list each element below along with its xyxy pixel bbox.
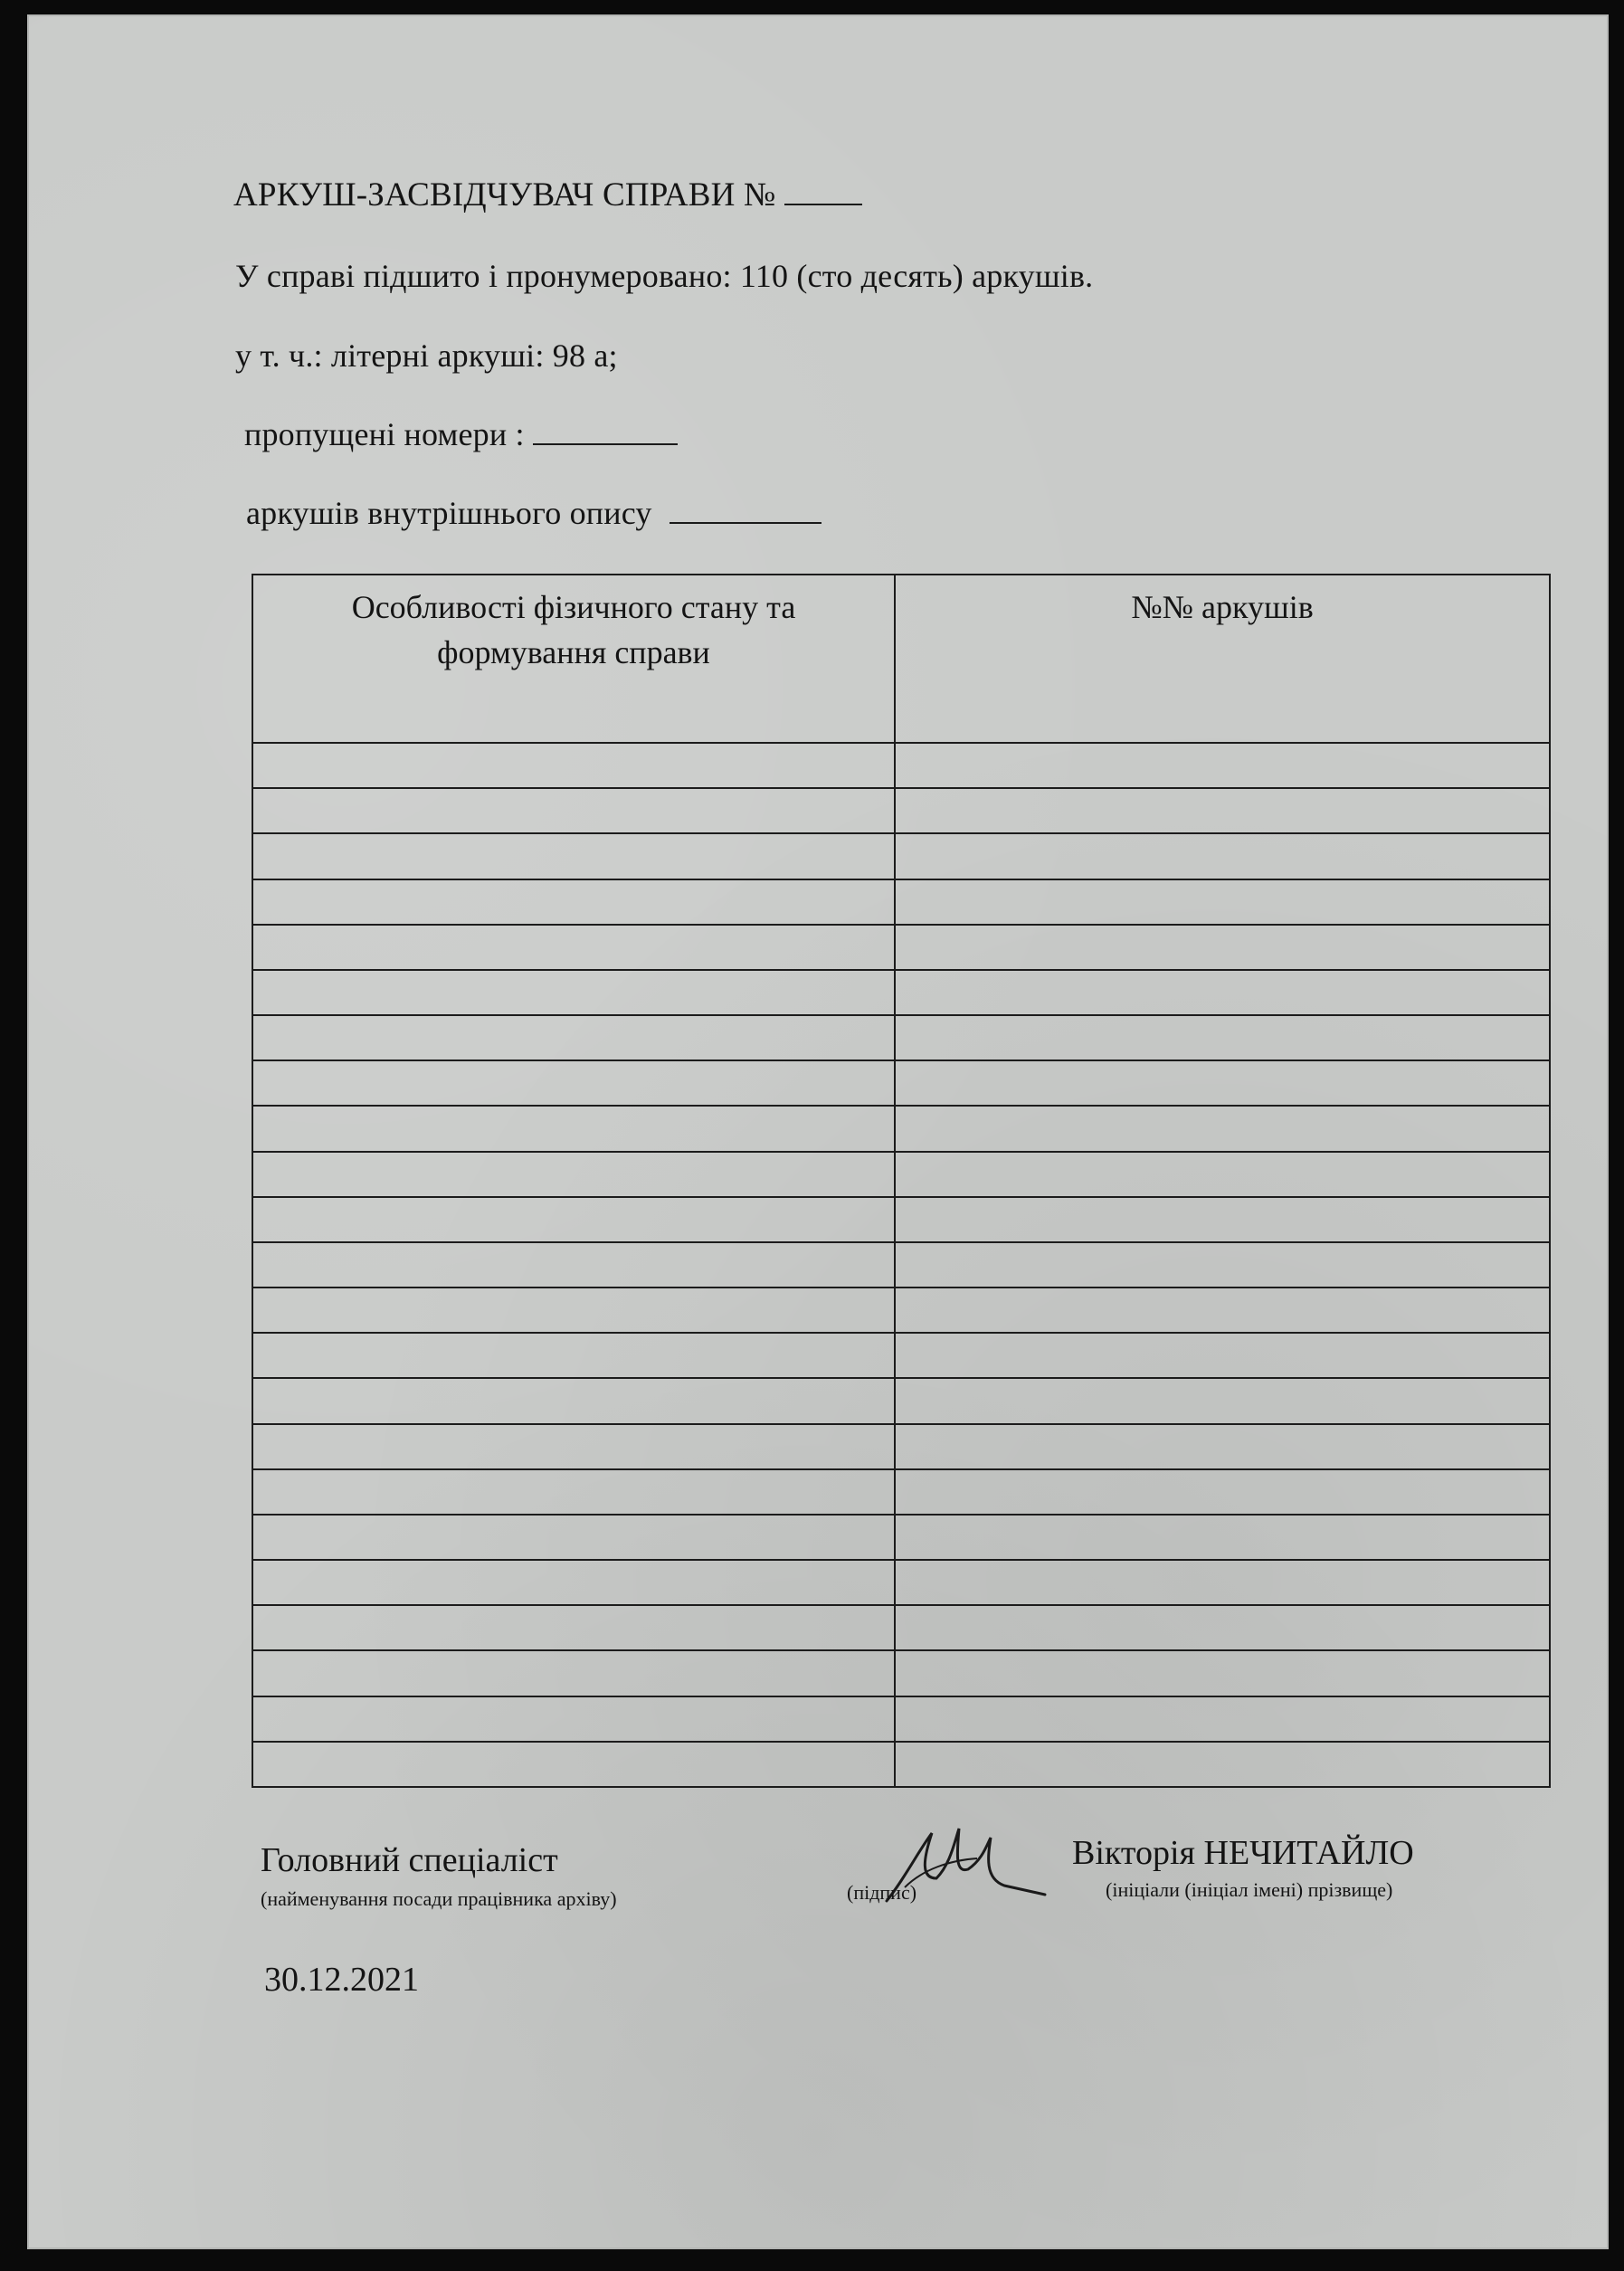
sheet-numbers-cell <box>895 970 1550 1015</box>
document-date: 30.12.2021 <box>264 1961 419 1999</box>
table-row <box>252 925 1550 970</box>
table-row <box>252 1424 1550 1469</box>
table-row <box>252 1015 1550 1060</box>
signer-name: Вікторія НЕЧИТАЙЛО <box>1072 1834 1414 1872</box>
table-body <box>252 743 1550 1787</box>
sheet-numbers-cell <box>895 1060 1550 1106</box>
condition-cell <box>252 925 895 970</box>
sheet-numbers-cell <box>895 1288 1550 1333</box>
table-row <box>252 1197 1550 1242</box>
table-row <box>252 1106 1550 1151</box>
condition-cell <box>252 1060 895 1106</box>
title-text: АРКУШ-ЗАСВІДЧУВАЧ СПРАВИ № <box>233 176 776 214</box>
condition-cell <box>252 1424 895 1469</box>
sheet-numbers-cell <box>895 1742 1550 1787</box>
condition-cell <box>252 1560 895 1605</box>
table-row <box>252 1650 1550 1696</box>
condition-cell <box>252 1605 895 1650</box>
condition-cell <box>252 743 895 788</box>
table-row <box>252 1060 1550 1106</box>
condition-cell <box>252 788 895 833</box>
document-title <box>233 176 862 214</box>
condition-cell <box>252 1242 895 1288</box>
condition-cell <box>252 1015 895 1060</box>
sheet-numbers-cell <box>895 1333 1550 1378</box>
signature-caption: (підпис) <box>847 1881 917 1904</box>
sheet-numbers-cell <box>895 1197 1550 1242</box>
table-row <box>252 1469 1550 1515</box>
sheet-numbers-cell <box>895 1696 1550 1742</box>
missing-numbers-label: пропущені номери : <box>244 416 525 452</box>
position-title: Головний спеціаліст <box>261 1841 558 1879</box>
condition-cell <box>252 833 895 879</box>
missing-numbers-blank <box>533 416 678 445</box>
sheet-numbers-cell <box>895 1469 1550 1515</box>
sheet-numbers-cell <box>895 1560 1550 1605</box>
document-sheet <box>27 14 1609 2249</box>
table-row <box>252 1515 1550 1560</box>
condition-cell <box>252 970 895 1015</box>
sheets-count-line: У справі підшито і пронумеровано: 110 (сто десять) аркушів. <box>235 258 1094 294</box>
table-row <box>252 1242 1550 1288</box>
table-row <box>252 833 1550 879</box>
table-row <box>252 743 1550 788</box>
internal-inventory-blank <box>670 495 821 524</box>
condition-cell <box>252 1696 895 1742</box>
sheet-numbers-cell <box>895 879 1550 925</box>
sheet-numbers-cell <box>895 743 1550 788</box>
condition-cell <box>252 1106 895 1151</box>
condition-cell <box>252 1742 895 1787</box>
sheet-numbers-cell <box>895 1605 1550 1650</box>
condition-cell <box>252 1288 895 1333</box>
table-row <box>252 1605 1550 1650</box>
sheet-numbers-cell <box>895 1424 1550 1469</box>
position-caption: (найменування посади працівника архіву) <box>261 1887 617 1910</box>
condition-cell <box>252 1650 895 1696</box>
sheet-numbers-cell <box>895 1515 1550 1560</box>
sheet-numbers-cell <box>895 1106 1550 1151</box>
sheet-numbers-cell <box>895 1015 1550 1060</box>
sheet-numbers-cell <box>895 925 1550 970</box>
sheet-numbers-column-header: №№ аркушів <box>895 575 1550 743</box>
missing-numbers-line <box>244 415 678 453</box>
condition-cell <box>252 1378 895 1423</box>
table-row <box>252 1696 1550 1742</box>
condition-cell <box>252 1469 895 1515</box>
signer-name-caption: (ініціали (ініціал імені) прізвище) <box>1106 1878 1393 1901</box>
internal-inventory-line <box>246 494 821 532</box>
table-row <box>252 1288 1550 1333</box>
table-row <box>252 970 1550 1015</box>
condition-cell <box>252 1333 895 1378</box>
letter-sheets-line: у т. ч.: літерні аркуші: 98 а; <box>235 337 618 374</box>
table-header-row <box>252 575 1550 743</box>
condition-cell <box>252 1515 895 1560</box>
internal-inventory-label: аркушів внутрішнього опису <box>246 495 652 531</box>
condition-column-header: Особливості фізичного стану та формування справи <box>252 575 895 743</box>
sheet-numbers-cell <box>895 1242 1550 1288</box>
condition-cell <box>252 1152 895 1197</box>
sheet-numbers-cell <box>895 1378 1550 1423</box>
sheet-numbers-cell <box>895 1650 1550 1696</box>
table-row <box>252 1333 1550 1378</box>
condition-cell <box>252 1197 895 1242</box>
case-condition-table <box>252 574 1551 1788</box>
table-row <box>252 1378 1550 1423</box>
sheet-numbers-cell <box>895 788 1550 833</box>
sheet-numbers-cell <box>895 833 1550 879</box>
table-row <box>252 788 1550 833</box>
table-row <box>252 1560 1550 1605</box>
table-row <box>252 1742 1550 1787</box>
case-number-blank <box>784 176 862 205</box>
sheet-numbers-cell <box>895 1152 1550 1197</box>
table-row <box>252 1152 1550 1197</box>
condition-cell <box>252 879 895 925</box>
table-row <box>252 879 1550 925</box>
